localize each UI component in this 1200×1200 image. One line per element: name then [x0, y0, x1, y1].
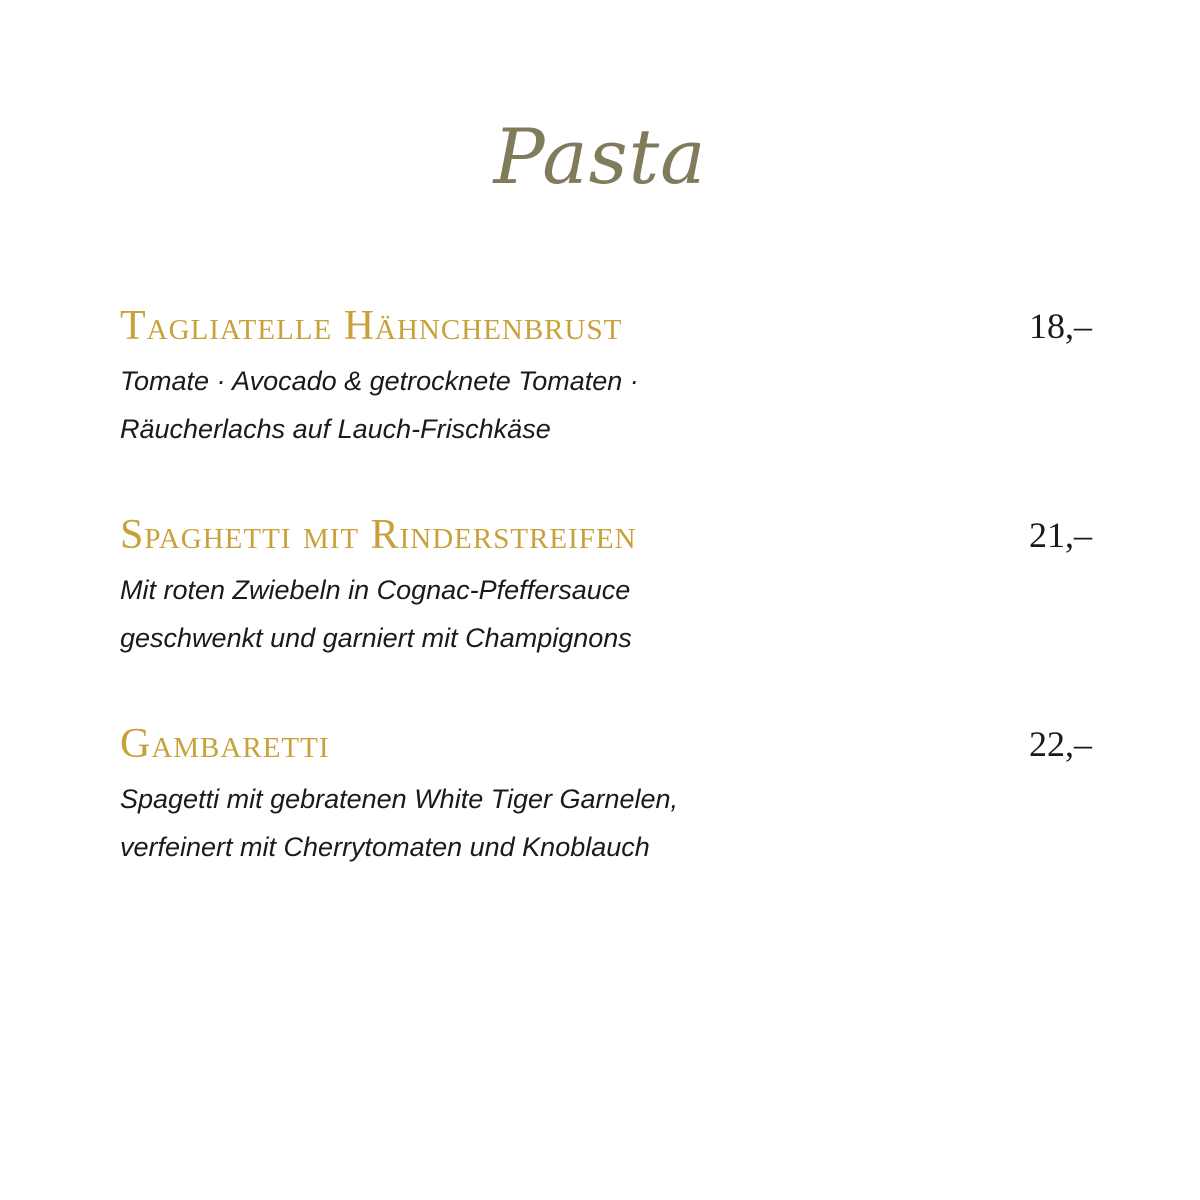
menu-item-price: 21,–: [1029, 515, 1092, 555]
menu-item-price: 18,–: [1029, 306, 1092, 346]
menu-item-header: [120, 507, 1100, 563]
menu-item-name: Gambaretti: [120, 721, 330, 767]
menu-item-header: [120, 298, 1100, 354]
menu-item-description-line: verfeinert mit Cherrytomaten und Knoblauch: [120, 832, 650, 862]
menu-section-title: Pasta: [493, 112, 707, 201]
menu-item-header: [120, 716, 1100, 772]
menu-item-gambaretti: [120, 716, 1100, 871]
menu-item-price: 22,–: [1029, 724, 1092, 764]
menu-item-spaghetti: [120, 507, 1100, 662]
menu-item-description: [120, 357, 1100, 453]
menu-item-name: Tagliatelle Hähnchenbrust: [120, 303, 623, 349]
menu-item-description: [120, 775, 1100, 871]
menu-item-description: [120, 566, 1100, 662]
menu-item-description-line: Räucherlachs auf Lauch-Frischkäse: [120, 414, 551, 444]
menu-item-description-line: Tomate · Avocado & getrocknete Tomaten ·: [120, 366, 639, 396]
menu-item-description-line: Spagetti mit gebratenen White Tiger Garnelen,: [120, 784, 679, 814]
menu-item-name: Spaghetti mit Rinderstreifen: [120, 512, 637, 558]
menu-item-tagliatelle: [120, 298, 1100, 453]
menu-item-description-line: Mit roten Zwiebeln in Cognac-Pfeffersauce: [120, 575, 631, 605]
menu-item-description-line: geschwenkt und garniert mit Champignons: [120, 623, 632, 653]
